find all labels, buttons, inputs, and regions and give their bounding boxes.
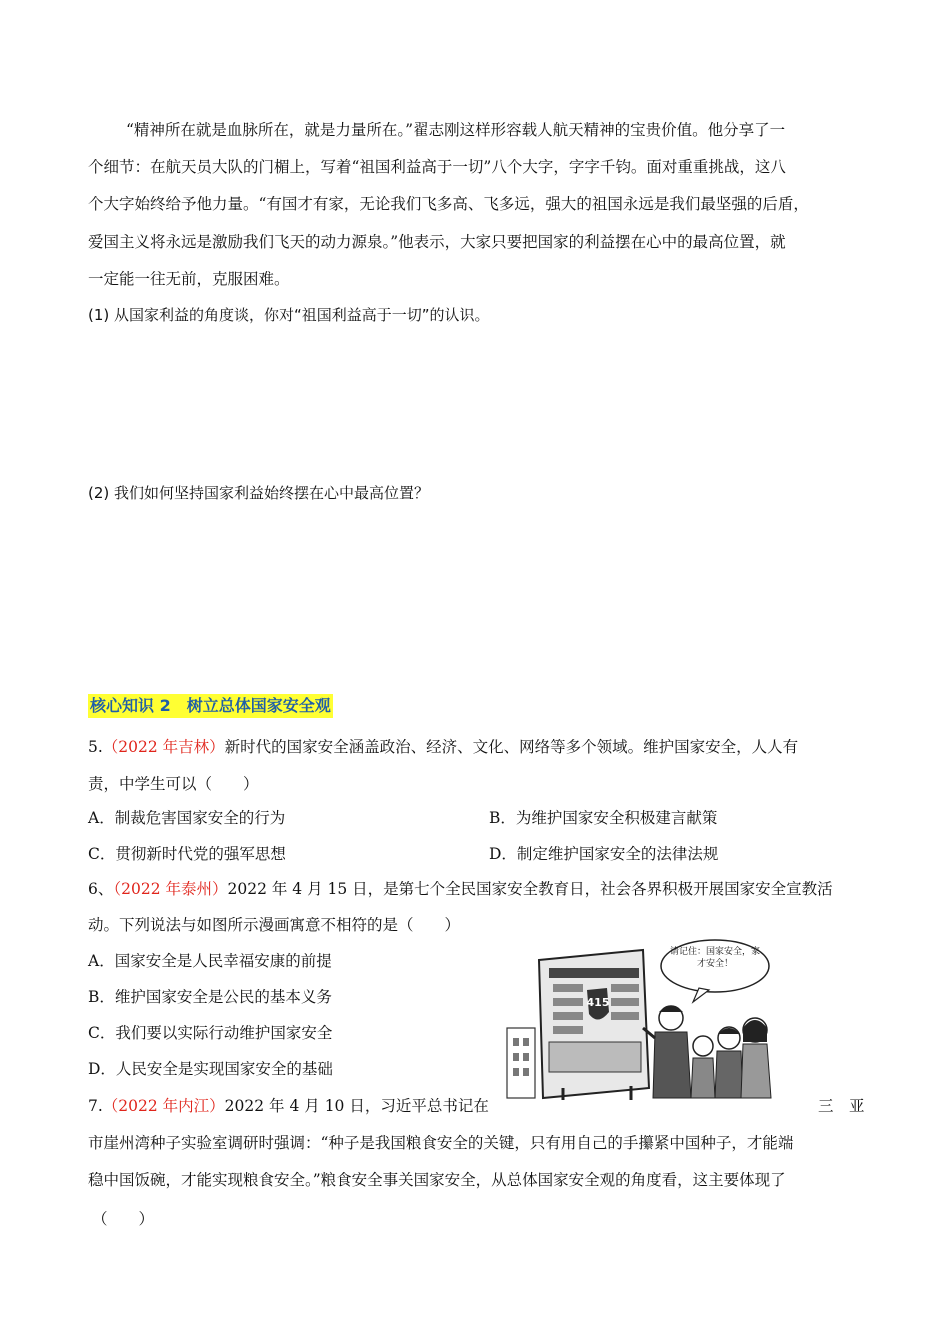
question-7-line4: （ ） — [92, 1210, 155, 1228]
option-c: C．我们要以实际行动维护国家安全 — [88, 1024, 333, 1042]
sub-question-1: (1) 从国家利益的角度谈，你对“祖国利益高于一切”的认识。 — [88, 306, 490, 324]
question-number: 5. — [88, 738, 103, 756]
question-source: （2022 年吉林） — [102, 738, 225, 756]
question-text: 2022 年 4 月 15 日，是第七个全民国家安全教育日，社会各界积极开展国家安全宣教活 — [227, 880, 833, 898]
option-c: C．贯彻新时代党的强军思想 — [88, 845, 286, 863]
question-6-line2: 动。下列说法与如图所示漫画寓意不相符的是（ ） — [88, 916, 461, 934]
option-b: B．维护国家安全是公民的基本义务 — [88, 988, 332, 1006]
passage-line: 个大字始终给予他力量。“有国才有家，无论我们飞多高、飞多远，强大的祖国永远是我们最坚强的后盾， — [88, 195, 809, 213]
question-source: （2022 年泰州） — [113, 880, 228, 898]
passage-line: 一定能一往无前，克服困难。 — [88, 270, 290, 288]
national-security-cartoon — [503, 938, 773, 1102]
option-a: A．国家安全是人民幸福安康的前提 — [88, 952, 332, 970]
passage-line: 个细节：在航天员大队的门楣上，写着“祖国利益高于一切”八个大字，字字千钧。面对重重挑战，这八 — [88, 158, 786, 176]
question-6-line1 — [88, 879, 833, 899]
question-5-line1 — [88, 737, 798, 757]
question-source: （2022 年内江） — [102, 1097, 225, 1115]
option-a: A．制裁危害国家安全的行为 — [88, 809, 286, 827]
question-7-line1 — [88, 1096, 489, 1116]
question-7-line2: 市崖州湾种子实验室调研时强调：“种子是我国粮食安全的关键，只有用自己的手攥紧中国种子，才能端 — [88, 1134, 794, 1152]
passage-line: 爱国主义将永远是激励我们飞天的动力源泉。”他表示，大家只要把国家的利益摆在心中的最高位置，就 — [88, 233, 786, 251]
question-text: 2022 年 4 月 10 日，习近平总书记在 — [224, 1097, 489, 1115]
section-heading: 核心知识 2 树立总体国家安全观 — [88, 694, 333, 718]
board-number: 415 — [586, 996, 610, 1009]
option-d: D．制定维护国家安全的法律法规 — [489, 845, 719, 863]
question-number: 7. — [88, 1097, 103, 1115]
option-b: B．为维护国家安全积极建言献策 — [489, 809, 718, 827]
question-number: 6、 — [88, 880, 114, 898]
passage-line: “精神所在就是血脉所在，就是力量所在。”翟志刚这样形容载人航天精神的宝贵价值。他分享了一 — [126, 121, 786, 139]
sub-question-2: (2) 我们如何坚持国家利益始终摆在心中最高位置？ — [88, 484, 430, 502]
question-7-line3: 稳中国饭碗，才能实现粮食安全。”粮食安全事关国家安全，从总体国家安全观的角度看，这主要体现了 — [88, 1171, 786, 1189]
question-5-line2: 责，中学生可以（ ） — [88, 775, 259, 793]
question-7-line1-end: 三 亚 — [818, 1097, 865, 1115]
question-text: 新时代的国家安全涵盖政治、经济、文化、网络等多个领域。维护国家安全，人人有 — [224, 738, 799, 756]
speech-bubble-text: 请记住：国家安全，家才安全！ — [669, 947, 760, 969]
option-d: D．人民安全是实现国家安全的基础 — [88, 1060, 333, 1078]
